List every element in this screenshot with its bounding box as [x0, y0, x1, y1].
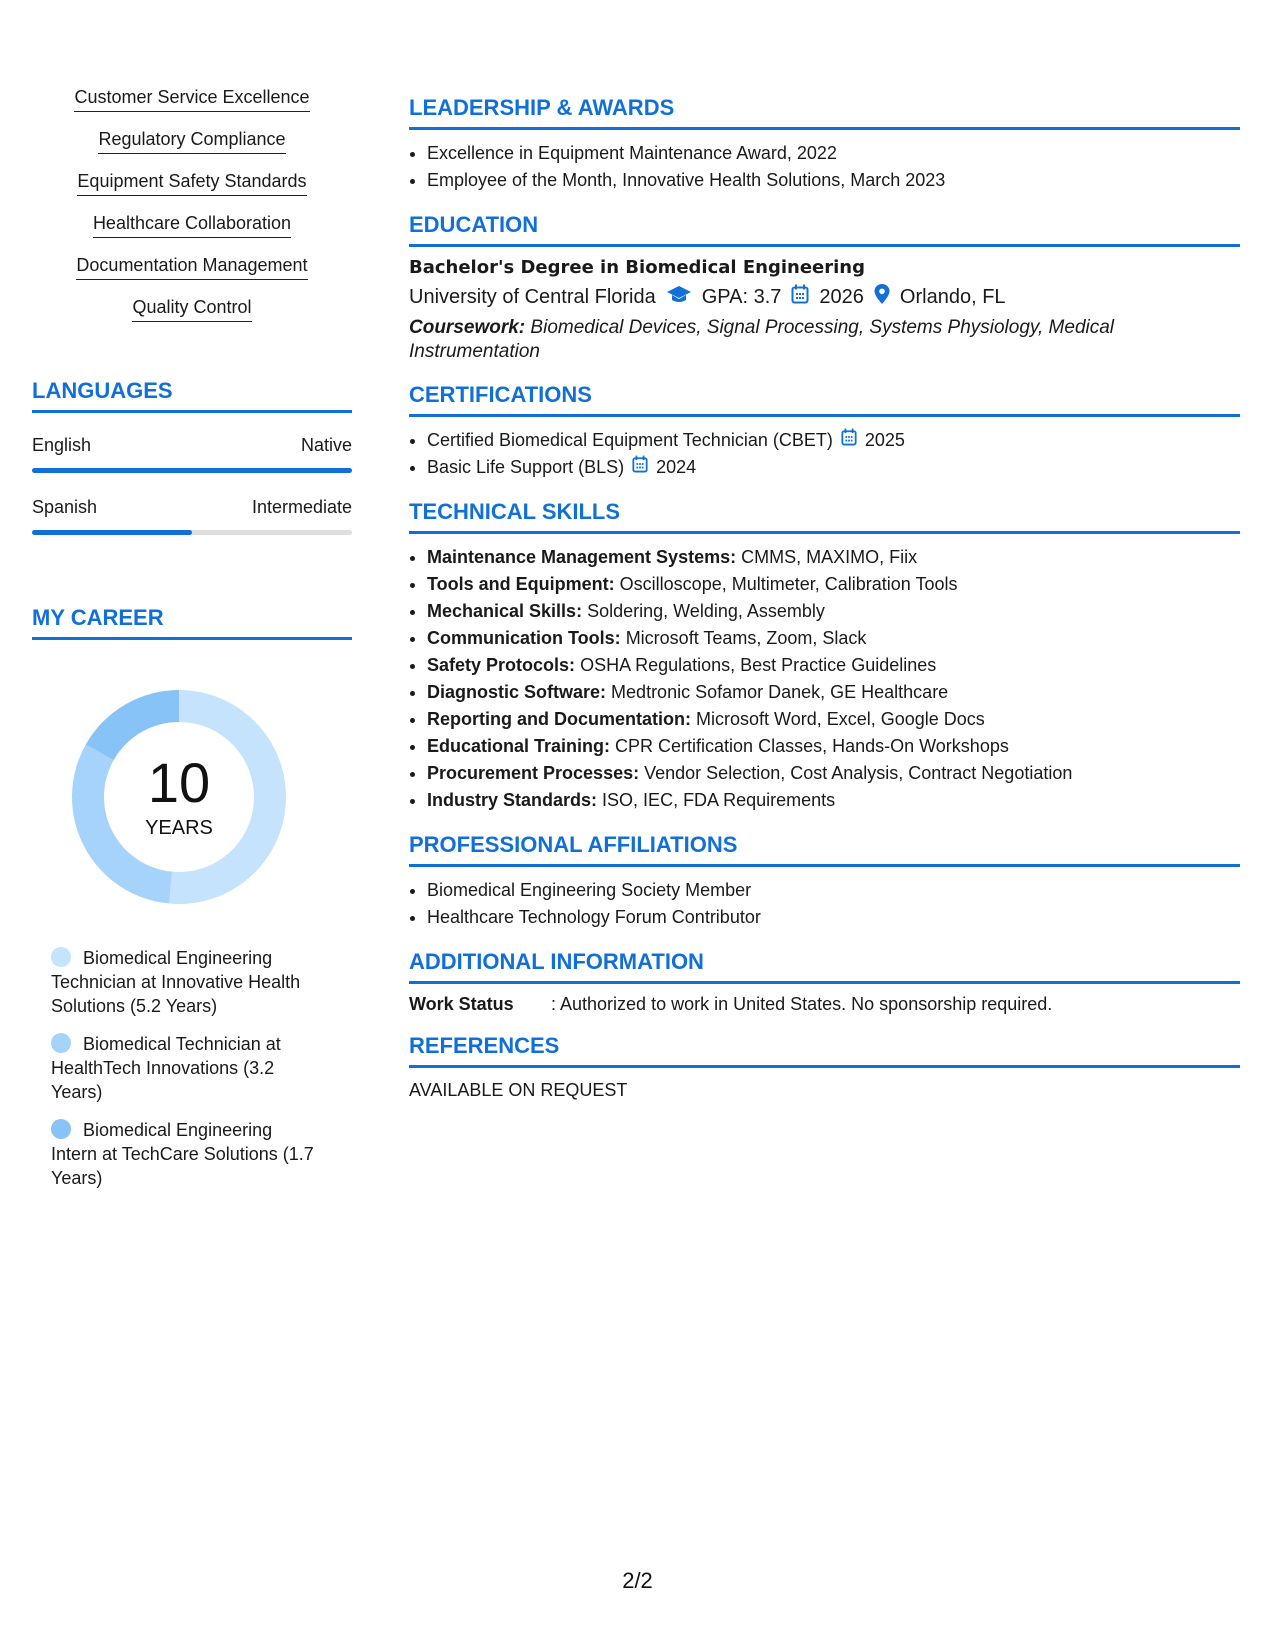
skill-label: Industry Standards: — [427, 790, 598, 810]
skill-value: Soldering, Welding, Assembly — [587, 601, 825, 621]
skill-value: Microsoft Word, Excel, Google Docs — [696, 709, 985, 729]
skill-value: ISO, IEC, FDA Requirements — [602, 790, 836, 810]
languages-title: LANGUAGES — [32, 378, 352, 413]
skill-value: CPR Certification Classes, Hands-On Workshops — [615, 736, 1009, 756]
skill-item — [427, 625, 1240, 652]
page-number: 2/2 — [622, 1568, 653, 1593]
career-title: MY CAREER — [32, 605, 352, 640]
right-column — [409, 95, 1240, 1119]
language-level: Native — [300, 435, 352, 455]
strength-item: Documentation Management — [76, 254, 307, 280]
strengths-list — [32, 86, 352, 338]
education-year: 2026 — [819, 285, 864, 308]
skill-item — [427, 706, 1240, 733]
calendar-icon — [632, 454, 648, 481]
education-section — [409, 212, 1240, 364]
languages-section — [32, 378, 352, 535]
skill-item — [427, 760, 1240, 787]
certification-name: • Basic Life Support (BLS) — [427, 457, 625, 477]
graduation-cap-icon — [666, 284, 692, 310]
education-title: EDUCATION — [409, 212, 1240, 247]
language-item — [32, 497, 352, 535]
skill-item — [427, 652, 1240, 679]
skill-value: Microsoft Teams, Zoom, Slack — [625, 628, 867, 648]
legend-dot-icon — [51, 1033, 71, 1053]
additional-info-section — [409, 949, 1240, 1015]
skill-item — [427, 733, 1240, 760]
work-status-label: Work Status — [409, 994, 514, 1014]
affiliation-item: • Biomedical Engineering Society Member — [427, 877, 1240, 904]
language-level: Intermediate — [251, 497, 352, 517]
additional-info-title: ADDITIONAL INFORMATION — [409, 949, 1240, 984]
career-section — [32, 605, 352, 1190]
work-status-value: : Authorized to work in United States. No sponsorship required. — [551, 994, 1053, 1014]
calendar-icon — [791, 284, 809, 310]
skill-label: Diagnostic Software: — [427, 682, 607, 702]
leadership-section — [409, 95, 1240, 194]
strength-item: Regulatory Compliance — [98, 128, 285, 154]
certification-item — [427, 454, 1240, 481]
career-total-years: 10 — [147, 750, 211, 814]
legend-dot-icon — [51, 947, 71, 967]
education-degree: Bachelor's Degree in Biomedical Engineering — [409, 257, 865, 278]
skill-item — [427, 787, 1240, 814]
skill-item — [427, 544, 1240, 571]
certifications-title: CERTIFICATIONS — [409, 382, 1240, 417]
language-proficiency-fill — [32, 468, 352, 473]
affiliations-section — [409, 832, 1240, 931]
skill-label: Communication Tools: — [427, 628, 621, 648]
skill-value: Medtronic Sofamor Danek, GE Healthcare — [611, 682, 949, 702]
skill-label: Mechanical Skills: — [427, 601, 583, 621]
technical-skills-section — [409, 499, 1240, 814]
career-legend-item — [51, 1118, 321, 1190]
skill-value: CMMS, MAXIMO, Fiix — [741, 547, 918, 567]
certification-year: 2025 — [864, 430, 905, 450]
certifications-section — [409, 382, 1240, 481]
language-name: English — [32, 435, 92, 455]
skill-label: Maintenance Management Systems: — [427, 547, 737, 567]
language-item — [32, 435, 352, 473]
references-text: AVAILABLE ON REQUEST — [409, 1080, 628, 1100]
career-legend — [51, 946, 321, 1190]
leadership-title: LEADERSHIP & AWARDS — [409, 95, 1240, 130]
career-legend-label: Biomedical Technician at HealthTech Innovations (3.2 Years) — [51, 1034, 281, 1102]
certification-name: • Certified Biomedical Equipment Technician (CBET) — [427, 430, 833, 450]
skill-label: Safety Protocols: — [427, 655, 576, 675]
strength-item: Healthcare Collaboration — [93, 212, 291, 238]
skill-value: Vendor Selection, Cost Analysis, Contract Negotiation — [644, 763, 1073, 783]
language-proficiency-bar — [32, 468, 352, 473]
skill-item — [427, 598, 1240, 625]
coursework-label: Coursework: — [409, 317, 526, 338]
certification-year: 2024 — [656, 457, 697, 477]
career-legend-item — [51, 946, 321, 1018]
language-proficiency-fill — [32, 530, 192, 535]
strength-item: Customer Service Excellence — [74, 86, 309, 112]
skill-item — [427, 679, 1240, 706]
education-coursework — [409, 316, 1240, 364]
skill-item — [427, 571, 1240, 598]
certification-item — [427, 427, 1240, 454]
coursework-list: Biomedical Devices, Signal Processing, Systems Physiology, Medical Instrumentation — [409, 317, 1115, 362]
career-legend-label: Biomedical Engineering Technician at Innovative Health Solutions (5.2 Years) — [51, 948, 301, 1016]
career-donut-chart — [64, 682, 294, 912]
legend-dot-icon — [51, 1119, 71, 1139]
career-legend-item — [51, 1032, 321, 1104]
calendar-icon — [841, 427, 857, 454]
skill-label: Reporting and Documentation: — [427, 709, 691, 729]
language-proficiency-bar — [32, 530, 352, 535]
skill-label: Tools and Equipment: — [427, 574, 615, 594]
career-legend-label: Biomedical Engineering Intern at TechCare Solutions (1.7 Years) — [51, 1120, 314, 1188]
location-pin-icon — [874, 284, 890, 310]
education-gpa: GPA: 3.7 — [701, 285, 782, 308]
leadership-item: • Excellence in Equipment Maintenance Award, 2022 — [427, 140, 1240, 167]
skill-value: OSHA Regulations, Best Practice Guidelines — [580, 655, 937, 675]
education-school: University of Central Florida — [409, 285, 656, 308]
language-name: Spanish — [32, 497, 98, 517]
strength-item: Quality Control — [132, 296, 251, 322]
leadership-item: • Employee of the Month, Innovative Health Solutions, March 2023 — [427, 167, 1240, 194]
references-section — [409, 1033, 1240, 1101]
affiliation-item: • Healthcare Technology Forum Contributor — [427, 904, 1240, 931]
technical-skills-title: TECHNICAL SKILLS — [409, 499, 1240, 534]
skill-label: Educational Training: — [427, 736, 611, 756]
education-location: Orlando, FL — [899, 285, 1006, 308]
skill-label: Procurement Processes: — [427, 763, 640, 783]
skill-value: Oscilloscope, Multimeter, Calibration Tools — [619, 574, 958, 594]
affiliations-title: PROFESSIONAL AFFILIATIONS — [409, 832, 1240, 867]
strength-item: Equipment Safety Standards — [77, 170, 306, 196]
career-total-unit: YEARS — [145, 816, 213, 839]
left-column — [32, 86, 352, 1204]
references-title: REFERENCES — [409, 1033, 1240, 1068]
